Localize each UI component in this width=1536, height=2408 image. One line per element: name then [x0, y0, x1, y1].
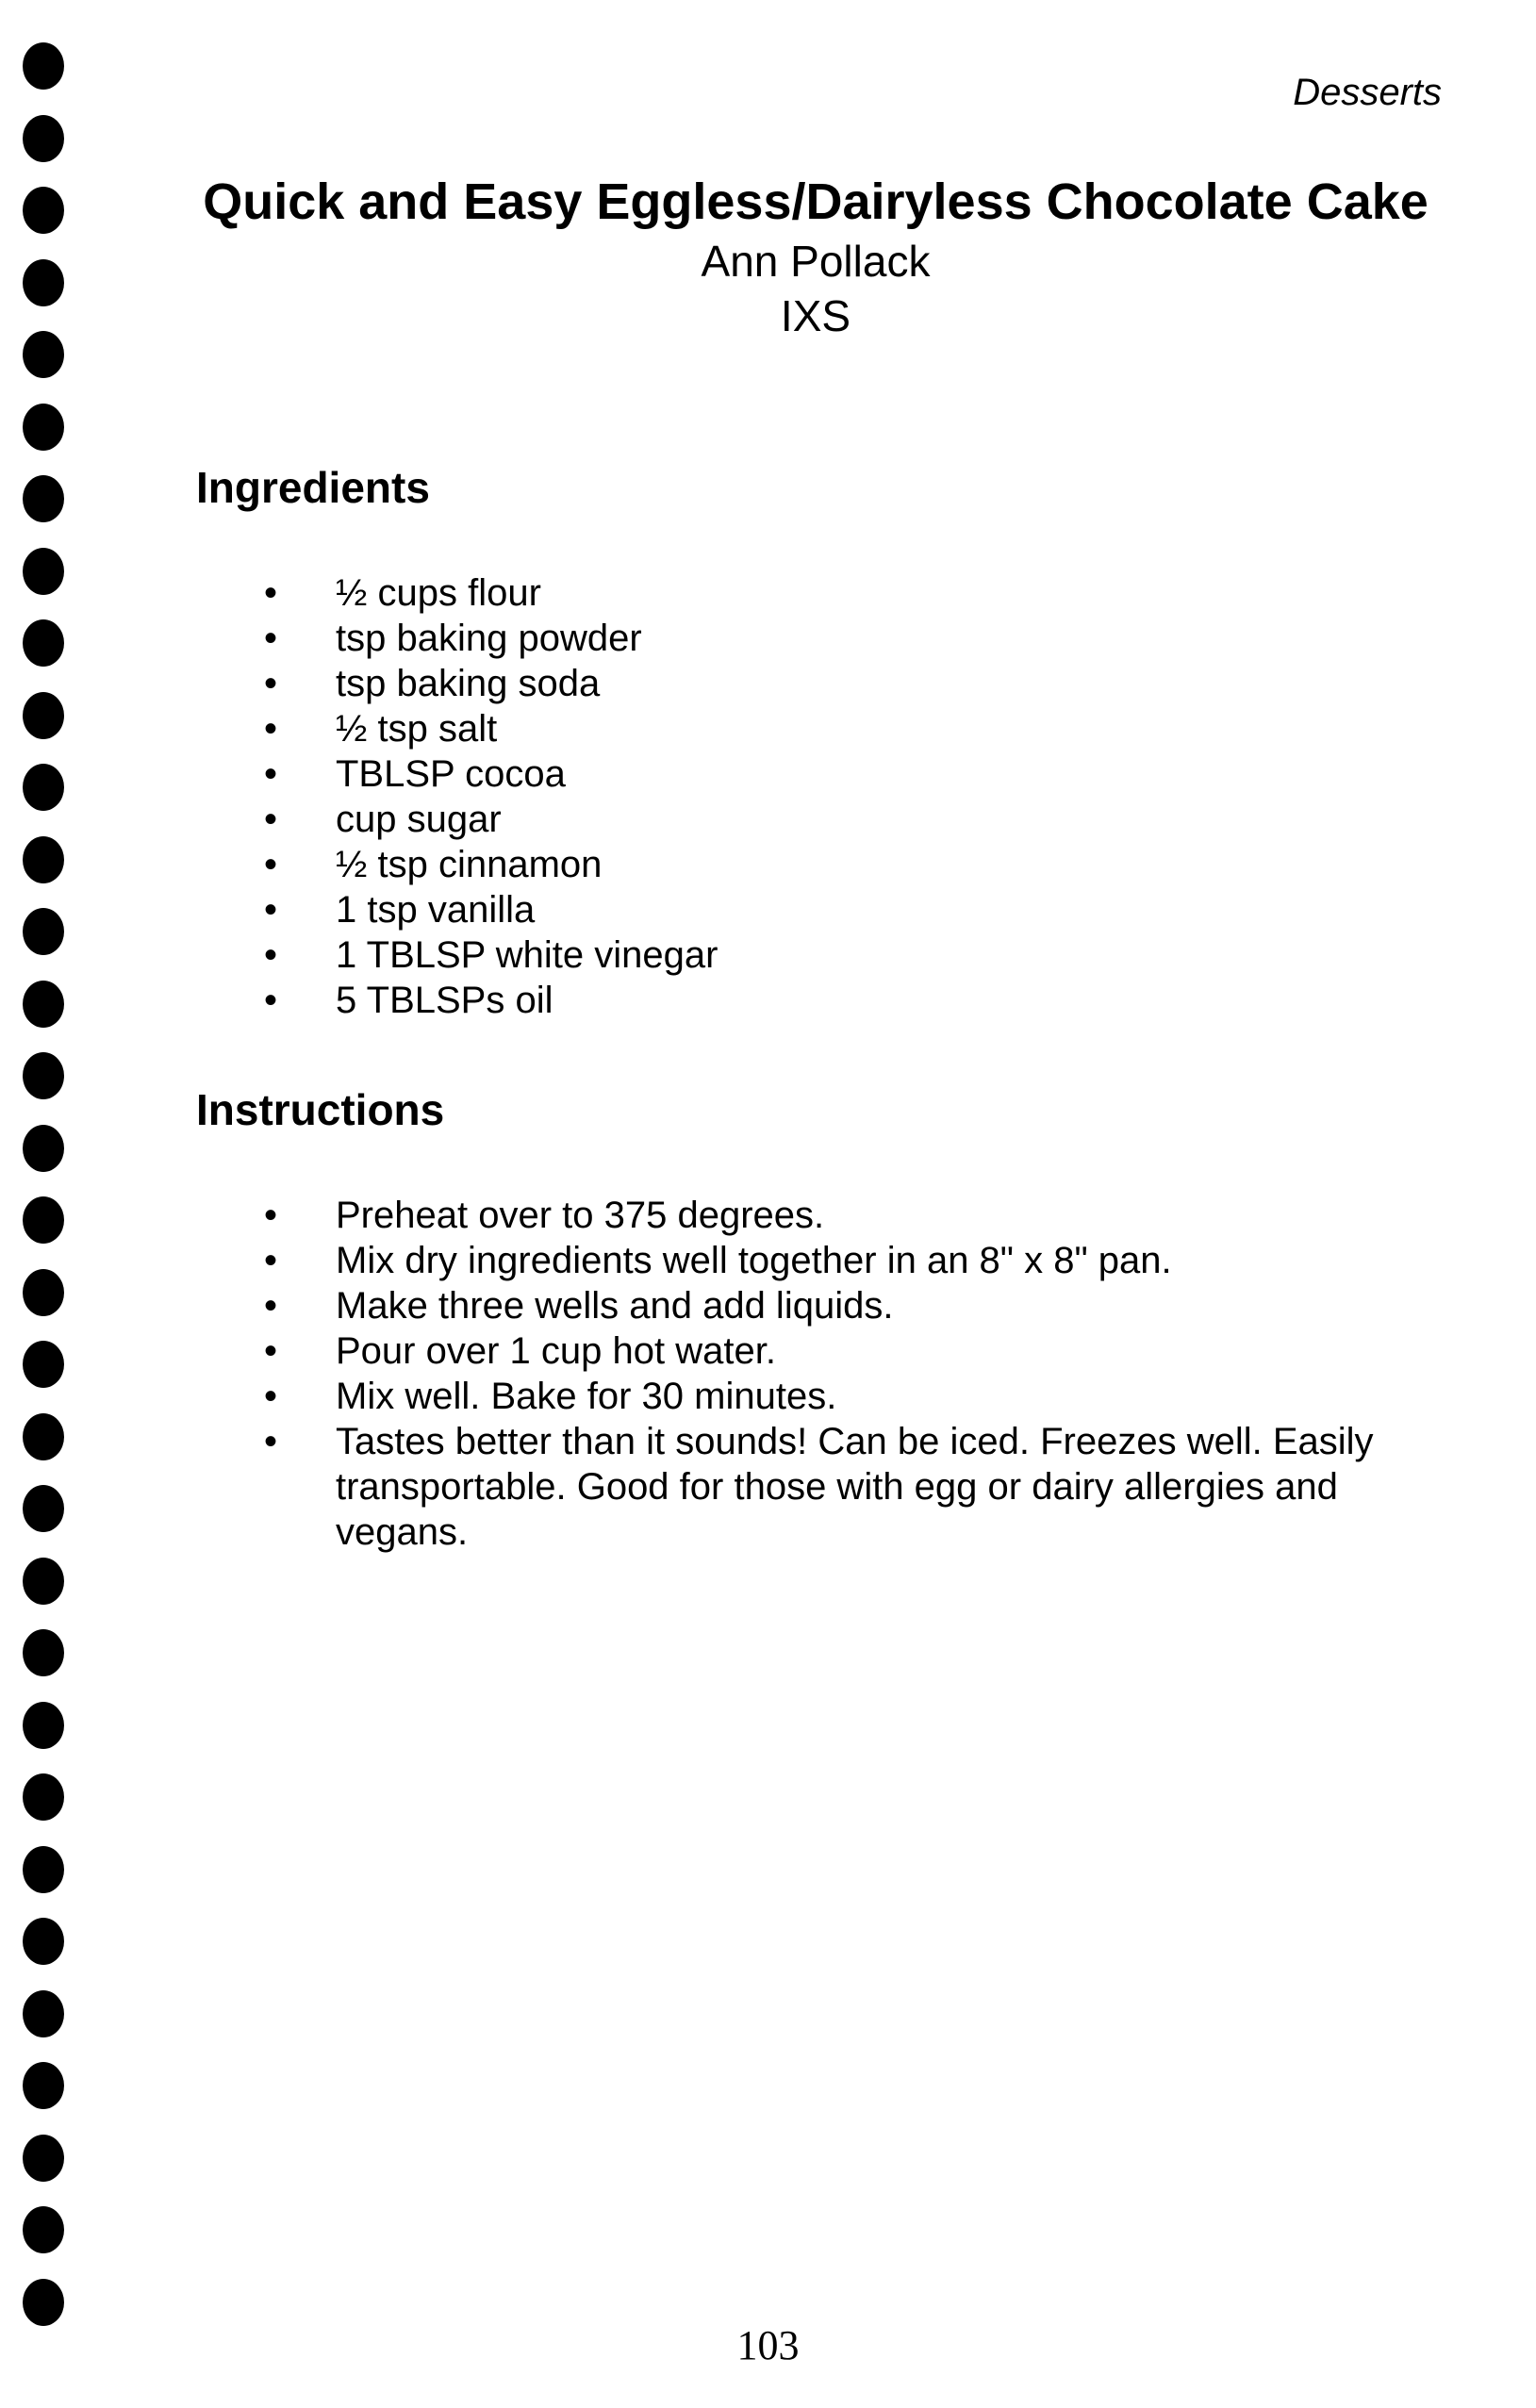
binding-hole-icon — [23, 1918, 64, 1965]
binding-hole-icon — [23, 1269, 64, 1316]
instructions-list — [264, 1193, 1462, 1555]
binding-hole-icon — [23, 1846, 64, 1893]
binding-hole-icon — [23, 42, 64, 90]
ingredient-item: • 1 tsp vanilla — [264, 887, 1462, 932]
ingredient-item: • 1 TBLSP white vinegar — [264, 932, 1462, 978]
binding-hole-icon — [23, 1773, 64, 1821]
binding-hole-icon — [23, 187, 64, 234]
binding-hole-icon — [23, 1125, 64, 1172]
ingredient-item: • 5 TBLSPs oil — [264, 978, 1462, 1023]
ingredient-item: • ½ tsp salt — [264, 706, 1462, 751]
ingredients-heading: Ingredients — [196, 463, 430, 512]
recipe-title: Quick and Easy Eggless/Dairyless Chocolate Cake — [203, 173, 1429, 230]
ingredients-list — [264, 570, 1462, 1023]
binding-hole-icon — [23, 836, 64, 883]
binding-hole-icon — [23, 115, 64, 162]
binding-hole-icon — [23, 1558, 64, 1605]
ingredient-item: • tsp baking powder — [264, 616, 1462, 661]
binding-hole-icon — [23, 2062, 64, 2109]
binding-hole-icon — [23, 764, 64, 811]
ingredient-item: • tsp baking soda — [264, 661, 1462, 706]
binding-hole-icon — [23, 908, 64, 955]
binding-hole-icon — [23, 2135, 64, 2182]
instruction-step: • Mix well. Bake for 30 minutes. — [264, 1374, 1462, 1419]
binding-hole-icon — [23, 692, 64, 739]
instruction-step: • Make three wells and add liquids. — [264, 1283, 1462, 1328]
binding-hole-icon — [23, 1413, 64, 1460]
section-label: Desserts — [1293, 72, 1442, 113]
recipe-header — [189, 170, 1443, 343]
instruction-step: • Tastes better than it sounds! Can be iced. Freezes well. Easily transportable. Good for those with egg or dairy allergies and vegans. — [264, 1419, 1462, 1555]
binding-hole-icon — [23, 1485, 64, 1532]
binding-hole-icon — [23, 981, 64, 1028]
binding-hole-icon — [23, 1341, 64, 1388]
ingredient-item: • ½ tsp cinnamon — [264, 842, 1462, 887]
binding-hole-icon — [23, 2279, 64, 2326]
recipe-author: Ann Pollack — [701, 237, 931, 286]
binding-hole-icon — [23, 475, 64, 522]
instruction-step: • Pour over 1 cup hot water. — [264, 1328, 1462, 1374]
page-number: 103 — [736, 2322, 800, 2368]
binding-hole-icon — [23, 1629, 64, 1676]
recipe-organization: IXS — [780, 291, 851, 340]
instructions-heading: Instructions — [196, 1085, 445, 1134]
spiral-binding — [19, 42, 75, 2381]
binding-hole-icon — [23, 2206, 64, 2253]
binding-hole-icon — [23, 259, 64, 306]
binding-hole-icon — [23, 1990, 64, 2037]
binding-hole-icon — [23, 619, 64, 667]
instruction-step: • Mix dry ingredients well together in an 8" x 8" pan. — [264, 1238, 1462, 1283]
binding-hole-icon — [23, 404, 64, 451]
ingredient-item: • cup sugar — [264, 797, 1462, 842]
ingredient-item: • ½ cups flour — [264, 570, 1462, 616]
binding-hole-icon — [23, 548, 64, 595]
binding-hole-icon — [23, 1702, 64, 1749]
binding-hole-icon — [23, 331, 64, 378]
binding-hole-icon — [23, 1196, 64, 1244]
ingredient-item: • TBLSP cocoa — [264, 751, 1462, 797]
instruction-step: • Preheat over to 375 degrees. — [264, 1193, 1462, 1238]
binding-hole-icon — [23, 1052, 64, 1099]
